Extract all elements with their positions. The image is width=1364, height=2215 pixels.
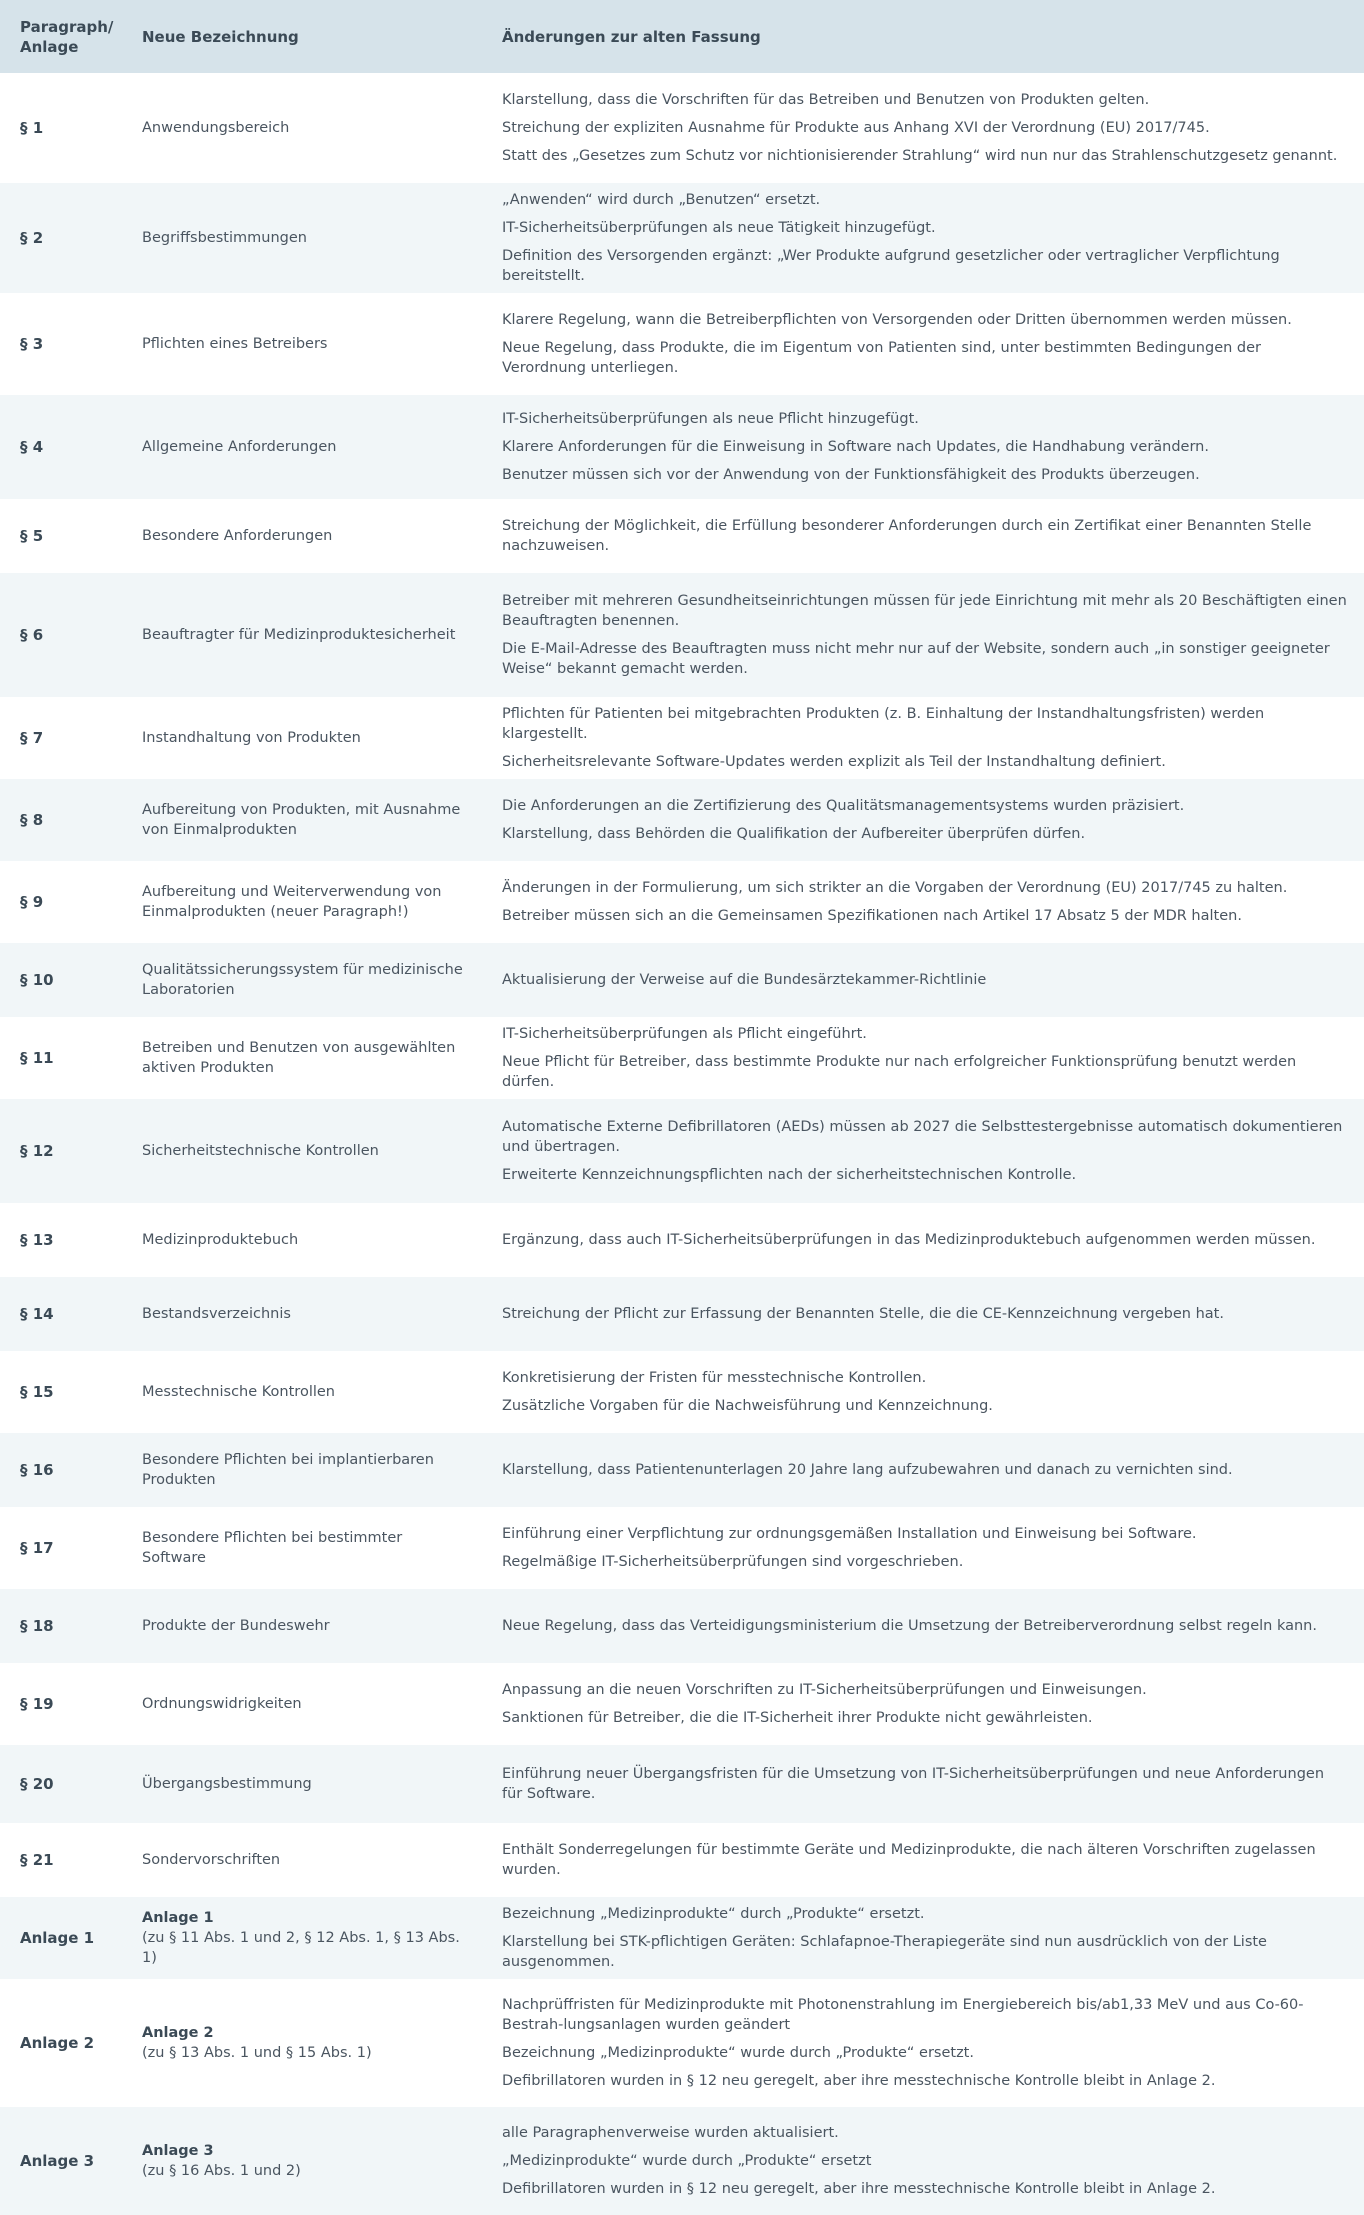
table-row bbox=[0, 1203, 1364, 1277]
change-item: Pflichten für Patienten bei mitgebrachten Produkten (z. B. Einhaltung der Instandhaltungsfristen) werden klargestellt. bbox=[502, 706, 1265, 742]
row-name bbox=[122, 1203, 482, 1277]
row-changes bbox=[482, 697, 1364, 779]
change-item: Aktualisierung der Verweise auf die Bundesärztekammer-Richtlinie bbox=[502, 972, 987, 988]
change-item: Bezeichnung „Medizinprodukte“ durch „Produkte“ ersetzt. bbox=[502, 1906, 925, 1922]
row-name-text: Ordnungswidrigkeiten bbox=[142, 1696, 302, 1712]
change-item: Statt des „Gesetzes zum Schutz vor nichtionisierender Strahlung“ wird nun nur das Strahlenschutzgesetz genannt. bbox=[502, 148, 1338, 164]
row-name-text: Bestandsverzeichnis bbox=[142, 1306, 291, 1322]
row-changes bbox=[482, 1507, 1364, 1589]
row-name bbox=[122, 2107, 482, 2215]
row-name-text: Übergangsbestimmung bbox=[142, 1776, 312, 1792]
row-name bbox=[122, 1979, 482, 2107]
row-paragraph: § 13 bbox=[20, 1231, 54, 1249]
table-row bbox=[0, 779, 1364, 861]
change-item: Sanktionen für Betreiber, die die IT-Sicherheit ihrer Produkte nicht gewährleisten. bbox=[502, 1710, 1093, 1726]
change-item: IT-Sicherheitsüberprüfungen als neue Pflicht hinzugefügt. bbox=[502, 411, 919, 427]
row-name bbox=[122, 395, 482, 499]
change-item: Streichung der Möglichkeit, die Erfüllung besonderer Anforderungen durch ein Zertifikat einer Benannten Stelle nachzuweisen. bbox=[502, 518, 1312, 554]
row-name-text: Sicherheitstechnische Kontrollen bbox=[142, 1143, 379, 1159]
table-header bbox=[0, 0, 1364, 73]
change-item: Bezeichnung „Medizinprodukte“ wurde durch „Produkte“ ersetzt. bbox=[502, 2045, 974, 2061]
change-item: Streichung der expliziten Ausnahme für Produkte aus Anhang XVI der Verordnung (EU) 2017/745. bbox=[502, 120, 1210, 136]
change-item: Die E-Mail-Adresse des Beauftragten muss nicht mehr nur auf der Website, sondern auch „in sonstiger geeigneter Weise“ bekannt gemacht werden. bbox=[502, 641, 1330, 677]
row-name-text: Messtechnische Kontrollen bbox=[142, 1384, 335, 1400]
row-changes bbox=[482, 943, 1364, 1017]
row-changes bbox=[482, 499, 1364, 573]
row-changes bbox=[482, 779, 1364, 861]
table-row bbox=[0, 1017, 1364, 1099]
change-item: Betreiber müssen sich an die Gemeinsamen Spezifikationen nach Artikel 17 Absatz 5 der MDR halten. bbox=[502, 908, 1242, 924]
row-name bbox=[122, 779, 482, 861]
table-row bbox=[0, 1663, 1364, 1745]
change-item: Klarstellung, dass die Vorschriften für das Betreiben und Benutzen von Produkten gelten. bbox=[502, 92, 1150, 108]
row-changes bbox=[482, 1745, 1364, 1823]
row-paragraph: § 6 bbox=[20, 626, 44, 644]
row-paragraph: Anlage 1 bbox=[20, 1929, 95, 1947]
row-changes bbox=[482, 2107, 1364, 2215]
row-name bbox=[122, 499, 482, 573]
row-name bbox=[122, 1277, 482, 1351]
row-name bbox=[122, 697, 482, 779]
row-paragraph: § 7 bbox=[20, 729, 44, 747]
change-item: Neue Pflicht für Betreiber, dass bestimmte Produkte nur nach erfolgreicher Funktionsprüfung benutzt werden dürfen. bbox=[502, 1054, 1297, 1090]
change-item: Die Anforderungen an die Zertifizierung des Qualitätsmanagementsystems wurden präzisiert. bbox=[502, 798, 1185, 814]
change-item: Einführung einer Verpflichtung zur ordnungsgemäßen Installation und Einweisung bei Software. bbox=[502, 1526, 1197, 1542]
row-name bbox=[122, 183, 482, 293]
change-item: Definition des Versorgenden ergänzt: „Wer Produkte aufgrund gesetzlicher oder vertraglicher Verpflichtung bereitstellt. bbox=[502, 248, 1280, 284]
change-item: Erweiterte Kennzeichnungspflichten nach der sicherheitstechnischen Kontrolle. bbox=[502, 1167, 1077, 1183]
row-changes bbox=[482, 1979, 1364, 2107]
change-item: Klarstellung, dass Behörden die Qualifikation der Aufbereiter überprüfen dürfen. bbox=[502, 826, 1086, 842]
row-paragraph: § 9 bbox=[20, 893, 44, 911]
row-name-text: Besondere Anforderungen bbox=[142, 528, 333, 544]
change-item: Defibrillatoren wurden in § 12 neu geregelt, aber ihre messtechnische Kontrolle bleibt in Anlage 2. bbox=[502, 2181, 1216, 2197]
row-changes bbox=[482, 1663, 1364, 1745]
table-row bbox=[0, 1099, 1364, 1203]
change-item: Betreiber mit mehreren Gesundheitseinrichtungen müssen für jede Einrichtung mit mehr als 20 Beschäftigten einen Beauftragten benennen. bbox=[502, 593, 1347, 629]
row-name bbox=[122, 293, 482, 395]
change-item: Automatische Externe Defibrillatoren (AEDs) müssen ab 2027 die Selbsttestergebnisse automatisch dokumentieren und übertragen. bbox=[502, 1119, 1343, 1155]
row-name bbox=[122, 861, 482, 943]
row-name bbox=[122, 1099, 482, 1203]
table-row bbox=[0, 395, 1364, 499]
row-name-text: Besondere Pflichten bei implantierbaren Produkten bbox=[142, 1452, 434, 1488]
row-paragraph: § 11 bbox=[20, 1049, 54, 1067]
row-paragraph: § 8 bbox=[20, 811, 44, 829]
row-paragraph: Anlage 3 bbox=[20, 2152, 95, 2170]
change-item: „Anwenden“ wird durch „Benutzen“ ersetzt. bbox=[502, 192, 821, 208]
row-paragraph: § 2 bbox=[20, 229, 44, 247]
change-item: „Medizinprodukte“ wurde durch „Produkte“ ersetzt bbox=[502, 2153, 872, 2169]
row-changes bbox=[482, 861, 1364, 943]
change-item: Klarstellung, dass Patientenunterlagen 20 Jahre lang aufzubewahren und danach zu vernichten sind. bbox=[502, 1462, 1233, 1478]
row-name bbox=[122, 1589, 482, 1663]
row-name-text: (zu § 11 Abs. 1 und 2, § 12 Abs. 1, § 13 Abs. 1) bbox=[142, 1930, 460, 1966]
table-row bbox=[0, 1979, 1364, 2107]
row-paragraph: Anlage 2 bbox=[20, 2034, 95, 2052]
row-changes bbox=[482, 1897, 1364, 1979]
row-paragraph: § 1 bbox=[20, 119, 44, 137]
row-name-text: Pflichten eines Betreibers bbox=[142, 336, 328, 352]
row-changes bbox=[482, 1099, 1364, 1203]
change-item: Defibrillatoren wurden in § 12 neu geregelt, aber ihre messtechnische Kontrolle bleibt in Anlage 2. bbox=[502, 2073, 1216, 2089]
row-paragraph: § 16 bbox=[20, 1461, 54, 1479]
row-changes bbox=[482, 293, 1364, 395]
table-row bbox=[0, 573, 1364, 697]
change-item: Benutzer müssen sich vor der Anwendung von der Funktionsfähigkeit des Produkts überzeugen. bbox=[502, 467, 1200, 483]
row-paragraph: § 10 bbox=[20, 971, 54, 989]
table-row bbox=[0, 183, 1364, 293]
row-name-text: Qualitätssicherungssystem für medizinische Laboratorien bbox=[142, 962, 463, 998]
table-row bbox=[0, 2107, 1364, 2215]
row-name-text: Aufbereitung und Weiterverwendung von Einmalprodukten (neuer Paragraph!) bbox=[142, 884, 442, 920]
row-paragraph: § 17 bbox=[20, 1539, 54, 1557]
table-row bbox=[0, 73, 1364, 183]
table-row bbox=[0, 1507, 1364, 1589]
change-item: Zusätzliche Vorgaben für die Nachweisführung und Kennzeichnung. bbox=[502, 1398, 993, 1414]
row-name-title: Anlage 3 bbox=[142, 2143, 214, 2159]
row-paragraph: § 12 bbox=[20, 1142, 54, 1160]
row-name bbox=[122, 1017, 482, 1099]
row-name-text: Besondere Pflichten bei bestimmter Software bbox=[142, 1530, 403, 1566]
row-paragraph: § 20 bbox=[20, 1775, 54, 1793]
row-name bbox=[122, 1823, 482, 1897]
table-row bbox=[0, 861, 1364, 943]
table-row bbox=[0, 1277, 1364, 1351]
row-name-text: Instandhaltung von Produkten bbox=[142, 730, 361, 746]
row-name bbox=[122, 73, 482, 183]
table-row bbox=[0, 1745, 1364, 1823]
row-paragraph: § 3 bbox=[20, 335, 44, 353]
row-name bbox=[122, 1745, 482, 1823]
table-row bbox=[0, 1351, 1364, 1433]
row-paragraph: § 14 bbox=[20, 1305, 54, 1323]
row-name-text: Betreiben und Benutzen von ausgewählten aktiven Produkten bbox=[142, 1040, 456, 1076]
row-name-text: Beauftragter für Medizinproduktesicherheit bbox=[142, 627, 456, 643]
change-item: Klarstellung bei STK-pflichtigen Geräten: Schlafapnoe-Therapiegeräte sind nun ausdrücklich von der Liste ausgenommen. bbox=[502, 1934, 1267, 1970]
row-name-text: Sondervorschriften bbox=[142, 1852, 281, 1868]
header-new-name: Neue Bezeichnung bbox=[142, 27, 299, 46]
row-name-text: Medizinproduktebuch bbox=[142, 1232, 299, 1248]
table-row bbox=[0, 499, 1364, 573]
change-item: Klarere Regelung, wann die Betreiberpflichten von Versorgenden oder Dritten übernommen werden müssen. bbox=[502, 312, 1292, 328]
row-paragraph: § 15 bbox=[20, 1383, 54, 1401]
change-item: alle Paragraphenverweise wurden aktualisiert. bbox=[502, 2125, 839, 2141]
row-name-text: Anwendungsbereich bbox=[142, 120, 290, 136]
row-name-text: (zu § 16 Abs. 1 und 2) bbox=[142, 2163, 301, 2179]
change-item: Änderungen in der Formulierung, um sich strikter an die Vorgaben der Verordnung (EU) 2017/745 zu halten. bbox=[502, 880, 1288, 896]
row-name bbox=[122, 1897, 482, 1979]
table-row bbox=[0, 943, 1364, 1017]
table-row bbox=[0, 1823, 1364, 1897]
change-item: Konkretisierung der Fristen für messtechnische Kontrollen. bbox=[502, 1370, 927, 1386]
change-item: Ergänzung, dass auch IT-Sicherheitsüberprüfungen in das Medizinproduktebuch aufgenommen werden müssen. bbox=[502, 1232, 1316, 1248]
header-changes: Änderungen zur alten Fassung bbox=[502, 27, 761, 46]
row-paragraph: § 18 bbox=[20, 1617, 54, 1635]
row-paragraph: § 21 bbox=[20, 1851, 54, 1869]
row-changes bbox=[482, 1017, 1364, 1099]
row-changes bbox=[482, 1351, 1364, 1433]
change-item: Nachprüffristen für Medizinprodukte mit Photonenstrahlung im Energiebereich bis/ab1,33 MeV und aus Co-60-Bestrah-lungsanlagen wurden geändert bbox=[502, 1997, 1304, 2033]
row-changes bbox=[482, 1433, 1364, 1507]
row-changes bbox=[482, 1823, 1364, 1897]
change-item: Klarere Anforderungen für die Einweisung in Software nach Updates, die Handhabung verändern. bbox=[502, 439, 1209, 455]
row-name bbox=[122, 1351, 482, 1433]
table-row bbox=[0, 1433, 1364, 1507]
row-name bbox=[122, 573, 482, 697]
table-row bbox=[0, 293, 1364, 395]
change-item: Sicherheitsrelevante Software-Updates werden explizit als Teil der Instandhaltung definiert. bbox=[502, 754, 1166, 770]
row-name-text: Aufbereitung von Produkten, mit Ausnahme von Einmalprodukten bbox=[142, 802, 461, 838]
table-body bbox=[0, 73, 1364, 2215]
change-item: Neue Regelung, dass das Verteidigungsministerium die Umsetzung der Betreiberverordnung selbst regeln kann. bbox=[502, 1618, 1317, 1634]
row-name-text: (zu § 13 Abs. 1 und § 15 Abs. 1) bbox=[142, 2045, 372, 2061]
row-name bbox=[122, 1507, 482, 1589]
row-changes bbox=[482, 183, 1364, 293]
row-name-text: Begriffsbestimmungen bbox=[142, 230, 307, 246]
row-changes bbox=[482, 1203, 1364, 1277]
row-name bbox=[122, 1433, 482, 1507]
row-name bbox=[122, 943, 482, 1017]
change-item: Enthält Sonderregelungen für bestimmte Geräte und Medizinprodukte, die nach älteren Vorschriften zugelassen wurden. bbox=[502, 1842, 1316, 1878]
row-name bbox=[122, 1663, 482, 1745]
header-paragraph: Paragraph/ Anlage bbox=[20, 17, 114, 56]
row-paragraph: § 19 bbox=[20, 1695, 54, 1713]
change-item: IT-Sicherheitsüberprüfungen als neue Tätigkeit hinzugefügt. bbox=[502, 220, 936, 236]
row-name-text: Produkte der Bundeswehr bbox=[142, 1618, 330, 1634]
row-changes bbox=[482, 1589, 1364, 1663]
change-item: Regelmäßige IT-Sicherheitsüberprüfungen sind vorgeschrieben. bbox=[502, 1554, 964, 1570]
row-changes bbox=[482, 573, 1364, 697]
table-row bbox=[0, 697, 1364, 779]
table-row bbox=[0, 1897, 1364, 1979]
row-changes bbox=[482, 395, 1364, 499]
change-item: Neue Regelung, dass Produkte, die im Eigentum von Patienten sind, unter bestimmten Bedingungen der Verordnung unterliegen. bbox=[502, 340, 1261, 376]
change-item: Streichung der Pflicht zur Erfassung der Benannten Stelle, die die CE-Kennzeichnung vergeben hat. bbox=[502, 1306, 1224, 1322]
row-paragraph: § 4 bbox=[20, 438, 44, 456]
change-item: IT-Sicherheitsüberprüfungen als Pflicht eingeführt. bbox=[502, 1026, 867, 1042]
table-row bbox=[0, 1589, 1364, 1663]
row-name-title: Anlage 1 bbox=[142, 1910, 214, 1926]
change-item: Einführung neuer Übergangsfristen für die Umsetzung von IT-Sicherheitsüberprüfungen und neue Anforderungen für Software. bbox=[502, 1766, 1325, 1802]
row-changes bbox=[482, 1277, 1364, 1351]
row-paragraph: § 5 bbox=[20, 527, 44, 545]
row-changes bbox=[482, 73, 1364, 183]
row-name-text: Allgemeine Anforderungen bbox=[142, 439, 337, 455]
change-item: Anpassung an die neuen Vorschriften zu IT-Sicherheitsüberprüfungen und Einweisungen. bbox=[502, 1682, 1147, 1698]
row-name-title: Anlage 2 bbox=[142, 2025, 214, 2041]
